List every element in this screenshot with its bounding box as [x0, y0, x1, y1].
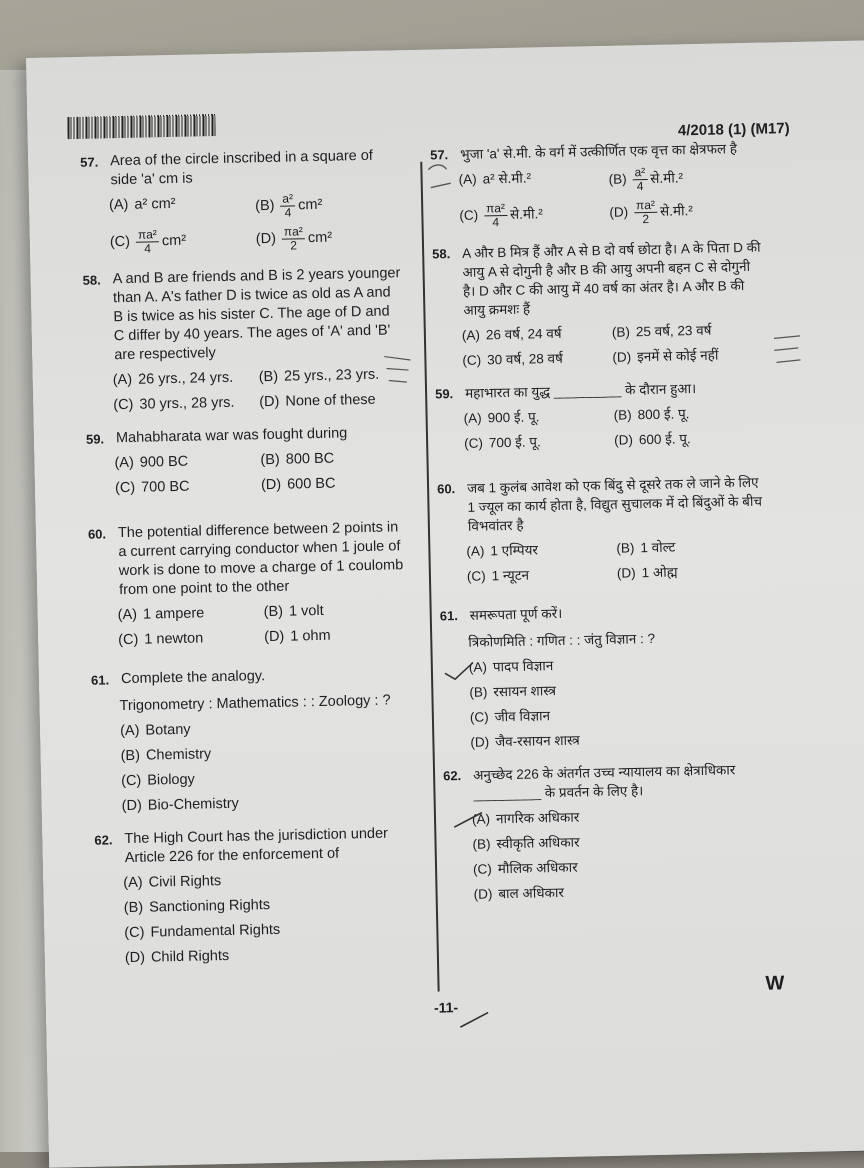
answer-option[interactable] — [255, 190, 402, 220]
option-label: (A) — [461, 327, 481, 343]
option-text: मौलिक अधिकार — [497, 859, 578, 877]
option-text: 1 volt — [288, 602, 324, 620]
option-label: (D) — [613, 432, 634, 448]
handwritten-margin-icon — [772, 332, 805, 371]
option-text: 30 वर्ष, 28 वर्ष — [487, 350, 563, 368]
exam-page — [26, 40, 864, 1168]
answer-option[interactable] — [470, 702, 772, 727]
option-text: नागरिक अधिकार — [495, 809, 580, 827]
question-text: The High Court has the jurisdiction under Article 226 for the enforcement of — [124, 825, 389, 867]
answer-option[interactable] — [469, 652, 771, 677]
question-number: 58. — [82, 272, 101, 288]
answer-option[interactable] — [120, 716, 412, 741]
option-unit: cm² — [307, 229, 333, 247]
option-label: (A) — [119, 722, 140, 740]
answer-option[interactable] — [612, 320, 762, 342]
answer-option[interactable] — [459, 200, 610, 230]
option-unit: से.मी.² — [509, 206, 543, 222]
fraction — [634, 199, 658, 226]
question — [94, 824, 417, 969]
answer-option[interactable] — [260, 448, 406, 470]
option-text: 1 एम्पियर — [490, 542, 539, 559]
analogy-text: त्रिकोणमिति : गणित : : जंतु विज्ञान : ? — [468, 630, 656, 650]
answer-option[interactable] — [120, 741, 412, 766]
option-text: रसायन शास्त्र — [493, 683, 557, 700]
fraction-numerator: πa² — [282, 225, 305, 239]
answer-option[interactable] — [609, 197, 760, 227]
analogy-text: Trigonometry : Mathematics : : Zoology : ? — [119, 692, 391, 715]
option-text: इनमें से कोई नहीं — [636, 347, 719, 365]
option-text: Sanctioning Rights — [148, 897, 271, 916]
option-label: (D) — [264, 628, 285, 646]
fraction-denominator: 4 — [636, 179, 644, 194]
answer-option[interactable] — [256, 223, 403, 253]
answer-option[interactable] — [113, 368, 259, 390]
option-text: 1 ओह्म — [641, 564, 678, 581]
question-text: A and B are friends and B is 2 years younger than A. A's father D is twice as old as A and B is twice as his sister C. The age of D and C differ by 40 years. The ages of 'A' and 'B' are respectively — [112, 265, 401, 364]
fraction — [484, 202, 508, 229]
fraction-denominator: 4 — [492, 215, 500, 230]
tick-mark-icon — [452, 801, 485, 840]
fraction-numerator: a² — [280, 192, 295, 206]
fraction — [136, 228, 160, 255]
fraction-numerator: πa² — [136, 228, 159, 242]
answer-option[interactable] — [462, 323, 612, 345]
option-label: (C) — [469, 709, 489, 725]
option-text: 26 वर्ष, 24 वर्ष — [485, 325, 562, 343]
option-label: (A) — [114, 454, 135, 472]
fraction-numerator: πa² — [634, 199, 657, 213]
option-label: (A) — [468, 659, 488, 675]
barcode-icon — [67, 114, 215, 139]
answer-option[interactable] — [122, 791, 414, 816]
question — [88, 518, 411, 651]
answer-option[interactable] — [472, 804, 774, 829]
option-text: 1 ampere — [142, 605, 205, 623]
option-label: (C) — [114, 479, 136, 497]
option-label: (D) — [121, 797, 142, 815]
option-label: (D) — [260, 476, 282, 494]
option-label: (B) — [258, 368, 279, 386]
option-label: (C) — [118, 631, 139, 649]
option-text: a² से.मी.² — [482, 170, 532, 187]
option-label: (B) — [260, 451, 280, 469]
question-number: 57. — [429, 147, 449, 163]
answer-option[interactable] — [114, 451, 260, 473]
question-number: 57. — [80, 154, 99, 170]
answer-option[interactable] — [115, 476, 261, 498]
option-label: (C) — [124, 924, 145, 942]
paper-code: 4/2018 (1) (M17) — [677, 120, 790, 140]
handwritten-calc-icon — [382, 350, 415, 389]
question-text: Complete the analogy. — [120, 668, 266, 688]
question-number: 61. — [90, 672, 110, 688]
question-text: महाभारत का युद्ध _________ के दौरान हुआ। — [464, 381, 697, 401]
option-text: 1 न्यूटन — [491, 567, 530, 584]
option-text: बाल अधिकार — [498, 884, 565, 902]
option-unit: से.मी.² — [650, 170, 684, 187]
option-label: (A) — [123, 874, 143, 892]
answer-option[interactable] — [469, 677, 771, 702]
question-text: A और B मित्र हैं और A से B दो वर्ष छोटा है। A के पिता D की आयु A से दोगुनी है और B की आयु अपनी बहन C से दोगुनी है। D और C की आयु में 40 वर्ष का अंतर है। A और B की आयु क्रमशः हैं — [462, 239, 761, 318]
option-text: 900 BC — [139, 453, 189, 471]
option-label: (A) — [458, 171, 477, 187]
answer-option[interactable] — [613, 403, 763, 425]
option-text: Civil Rights — [148, 873, 222, 891]
option-label: (B) — [616, 540, 635, 556]
option-label: (C) — [462, 352, 482, 368]
question-number: 60. — [87, 526, 107, 542]
answer-option[interactable] — [462, 348, 612, 370]
option-text: 1 newton — [144, 630, 204, 648]
answer-option[interactable] — [261, 473, 407, 495]
fraction — [282, 225, 306, 252]
option-unit: से.मी.² — [659, 203, 693, 219]
answer-option[interactable] — [121, 766, 413, 791]
option-text: 1 वोल्ट — [640, 539, 676, 556]
option-text: Biology — [147, 771, 196, 789]
question — [86, 423, 407, 499]
option-text: 1 ohm — [290, 627, 331, 645]
answer-option[interactable] — [259, 390, 405, 412]
option-text: Chemistry — [145, 746, 212, 764]
option-text: 25 वर्ष, 23 वर्ष — [635, 322, 712, 340]
answer-option[interactable] — [614, 428, 764, 450]
series-mark: W — [765, 972, 785, 995]
question — [437, 473, 769, 587]
option-text: Botany — [145, 721, 191, 739]
handwritten-note-icon — [424, 159, 457, 198]
answer-option[interactable] — [118, 628, 264, 650]
option-label: (B) — [254, 198, 275, 215]
option-label: (D) — [473, 886, 493, 902]
option-text: 600 BC — [286, 475, 336, 493]
option-label: (B) — [123, 899, 144, 917]
option-label: (C) — [459, 207, 479, 224]
option-text: 700 BC — [140, 478, 190, 496]
option-label: (B) — [120, 747, 141, 765]
answer-option[interactable] — [464, 431, 614, 453]
answer-option[interactable] — [118, 603, 264, 625]
answer-option[interactable] — [458, 167, 609, 197]
answer-option[interactable] — [466, 539, 616, 561]
option-label: (B) — [613, 407, 632, 423]
option-label: (D) — [616, 565, 636, 581]
question — [443, 760, 776, 905]
option-text: पादप विज्ञान — [492, 658, 554, 675]
option-label: (C) — [472, 861, 492, 877]
fraction-denominator: 4 — [284, 205, 292, 220]
answer-option[interactable] — [472, 828, 774, 853]
option-text: 26 yrs., 24 yrs. — [137, 369, 234, 388]
fraction-denominator: 2 — [290, 238, 298, 253]
fraction-denominator: 2 — [642, 211, 650, 227]
answer-option[interactable] — [616, 536, 766, 558]
answer-option[interactable] — [264, 625, 410, 647]
question-text: Mahabharata war was fought during — [115, 425, 348, 447]
option-label: (C) — [120, 772, 142, 790]
answer-option[interactable] — [473, 878, 775, 903]
fraction — [632, 166, 647, 193]
question — [435, 378, 766, 454]
answer-option[interactable] — [124, 893, 416, 918]
answer-option[interactable] — [617, 561, 767, 583]
option-label: (D) — [259, 393, 280, 411]
answer-option[interactable] — [113, 393, 259, 415]
answer-option[interactable] — [612, 345, 762, 367]
question-text: समरूपता पूर्ण करें। — [469, 605, 563, 623]
option-text: 30 yrs., 28 yrs. — [139, 394, 235, 413]
option-text: 800 BC — [285, 450, 335, 468]
question-number: 59. — [85, 431, 105, 447]
option-text: 600 ई. पू. — [638, 431, 691, 448]
question — [82, 264, 405, 416]
question — [432, 238, 765, 371]
option-label: (D) — [470, 734, 490, 750]
answer-option[interactable] — [467, 564, 617, 586]
question-number: 59. — [434, 386, 454, 402]
option-label: (D) — [612, 349, 632, 365]
question-text: The potential difference between 2 points in a current carrying conductor when 1 joule of work is done to move a charge of 1 coulomb from one point to the other — [117, 519, 404, 599]
question — [440, 600, 773, 753]
option-label: (A) — [108, 196, 129, 214]
option-label: (D) — [124, 949, 146, 967]
answer-option[interactable] — [109, 193, 256, 223]
option-text: जैव-रसायन शास्त्र — [495, 732, 580, 750]
option-text: जीव विज्ञान — [494, 708, 551, 725]
option-label: (A) — [471, 811, 491, 827]
option-label: (B) — [263, 603, 284, 621]
option-label: (C) — [109, 234, 131, 251]
tick-mark-icon — [458, 1000, 491, 1039]
answer-option[interactable] — [470, 727, 772, 752]
option-text: स्वीकृति अधिकार — [496, 834, 580, 852]
option-label: (A) — [117, 606, 138, 624]
option-text: 700 ई. पू. — [488, 434, 541, 451]
option-text: 25 yrs., 23 yrs. — [283, 366, 380, 385]
fraction — [280, 192, 295, 219]
option-text: Fundamental Rights — [150, 921, 281, 941]
english-column — [80, 146, 417, 983]
fraction-numerator: πa² — [484, 202, 507, 216]
question-text: Area of the circle inscribed in a square of side 'a' cm is — [110, 147, 374, 189]
question — [91, 664, 414, 817]
question-text: जब 1 कुलंब आवेश को एक बिंदु से दूसरे तक ले जाने के लिए 1 ज्यूल का कार्य होता है, विद्युत सुचालक में दो बिंदुओं के बीच विभवांतर है — [466, 474, 763, 534]
question — [80, 146, 402, 257]
answer-option[interactable] — [473, 853, 775, 878]
answer-option[interactable] — [463, 406, 613, 428]
fraction-denominator: 4 — [144, 241, 152, 256]
option-label: (B) — [472, 836, 491, 852]
answer-option[interactable] — [608, 164, 759, 194]
option-text: None of these — [285, 391, 376, 410]
answer-option[interactable] — [110, 226, 257, 256]
question-text: अनुच्छेद 226 के अंतर्गत उच्च न्यायालय का क्षेत्राधिकार _________ के प्रवर्तन के लिए है। — [472, 762, 736, 802]
option-label: (B) — [608, 171, 627, 187]
option-text: a² cm² — [134, 195, 176, 213]
option-label: (A) — [466, 543, 485, 559]
option-label: (B) — [469, 684, 488, 700]
option-label: (A) — [463, 410, 482, 426]
option-text: 800 ई. पू. — [637, 406, 690, 423]
page-number: -11- — [433, 999, 459, 1016]
option-label: (D) — [255, 231, 277, 248]
question-number: 58. — [432, 246, 451, 262]
question-number: 62. — [94, 832, 113, 848]
tick-mark-icon — [442, 649, 475, 688]
option-text: 900 ई. पू. — [487, 409, 540, 426]
fraction-numerator: a² — [632, 166, 647, 180]
option-unit: cm² — [298, 197, 323, 214]
question-number: 62. — [442, 768, 462, 784]
option-label: (C) — [113, 396, 134, 414]
option-label: (B) — [611, 324, 631, 340]
option-text: Bio-Chemistry — [147, 795, 240, 814]
option-unit: cm² — [161, 233, 187, 250]
option-label: (A) — [112, 371, 133, 389]
question-text: भुजा 'a' से.मी. के वर्ग में उत्कीर्णित एक वृत्त का क्षेत्रफल है — [459, 141, 738, 162]
answer-option[interactable] — [125, 943, 417, 968]
option-label: (D) — [609, 204, 629, 220]
question — [430, 139, 762, 231]
answer-option[interactable] — [124, 918, 416, 943]
answer-option[interactable] — [123, 868, 415, 893]
question-number: 60. — [436, 481, 456, 497]
option-label: (C) — [466, 568, 486, 584]
answer-option[interactable] — [263, 600, 409, 622]
option-label: (C) — [464, 435, 484, 451]
question-number: 61. — [439, 608, 459, 624]
option-text: Child Rights — [150, 947, 230, 966]
